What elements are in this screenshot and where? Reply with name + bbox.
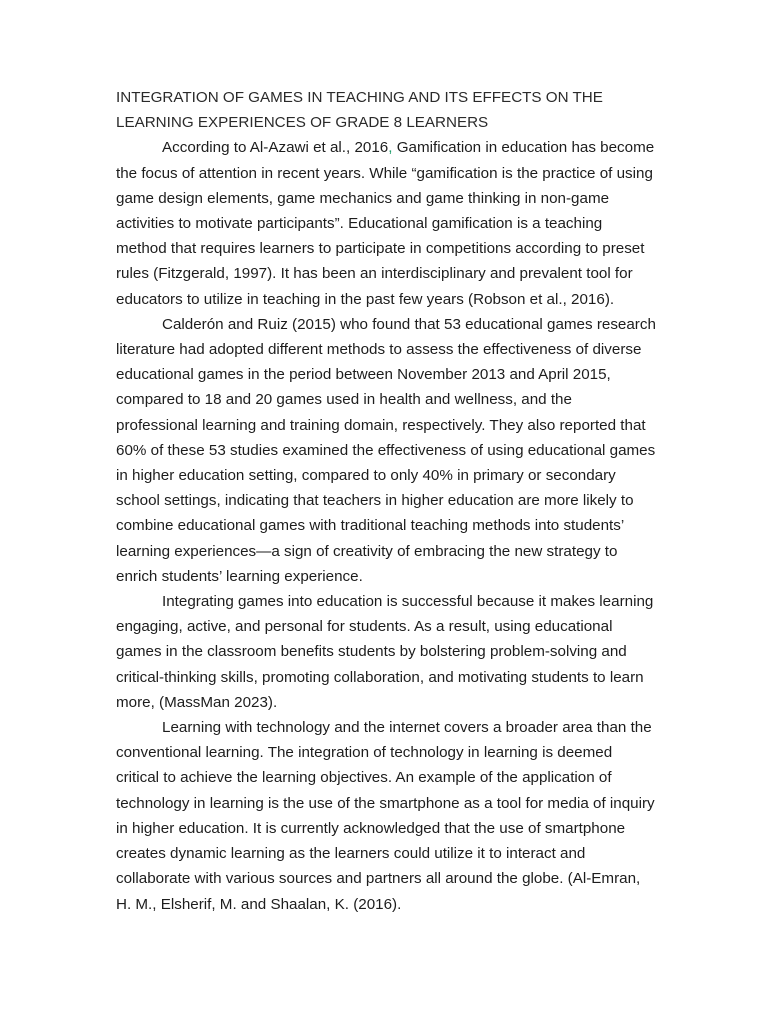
citation-comma: , [388, 139, 393, 157]
paragraph-1-body: Gamification in education has become the focus of attention in recent years. While “gamification is the practice of using game design elements, game mechanics and game thinking in non-game activities to motivate participants”. Educational gamification is a teaching method that requires learners to participate in competitions according to preset rules (Fitzgerald, 1997). It has been an interdisciplinary and prevalent tool for educators to utilize in teaching in the past few years (Robson et al., 2016). [116, 139, 655, 308]
paragraph-2: Calderón and Ruiz (2015) who found that 53 educational games research literature had adopted different methods to assess the effectiveness of diverse educational games in the period between November 2013 and April 2015, compared to 18 and 20 games used in health and wellness, and the professional learning and training domain, respectively. They also reported that 60% of these 53 studies examined the effectiveness of using educational games in higher education setting, compared to only 40% in primary or secondary school settings, indicating that teachers in higher education are more likely to combine educational games with traditional teaching methods into students’ learning experiences—a sign of creativity of embracing the new strategy to enrich students’ learning experience. [116, 315, 656, 585]
paragraph-3: Integrating games into education is successful because it makes learning engaging, active, and personal for students. As a result, using educational games in the classroom benefits students by bolstering problem-solving and critical-thinking skills, promoting collaboration, and motivating students to learn more, (MassMan 2023). [116, 593, 654, 711]
document-title: INTEGRATION OF GAMES IN TEACHING AND ITS EFFECTS ON THE LEARNING EXPERIENCES OF GRADE 8 LEARNERS [116, 89, 603, 132]
document-body [116, 85, 656, 917]
paragraph-1 [116, 135, 656, 311]
paragraph-4: Learning with technology and the internet covers a broader area than the conventional learning. The integration of technology in learning is deemed critical to achieve the learning objectives. An example of the application of technology in learning is the use of the smartphone as a tool for media of inquiry in higher education. It is currently acknowledged that the use of smartphone creates dynamic learning as the learners could utilize it to interact and collaborate with various sources and partners all around the globe. (Al-Emran, H. M., Elsherif, M. and Shaalan, K. (2016). [116, 719, 655, 913]
citation-al-azawi: According to Al-Azawi et al., 2016 [162, 139, 389, 157]
